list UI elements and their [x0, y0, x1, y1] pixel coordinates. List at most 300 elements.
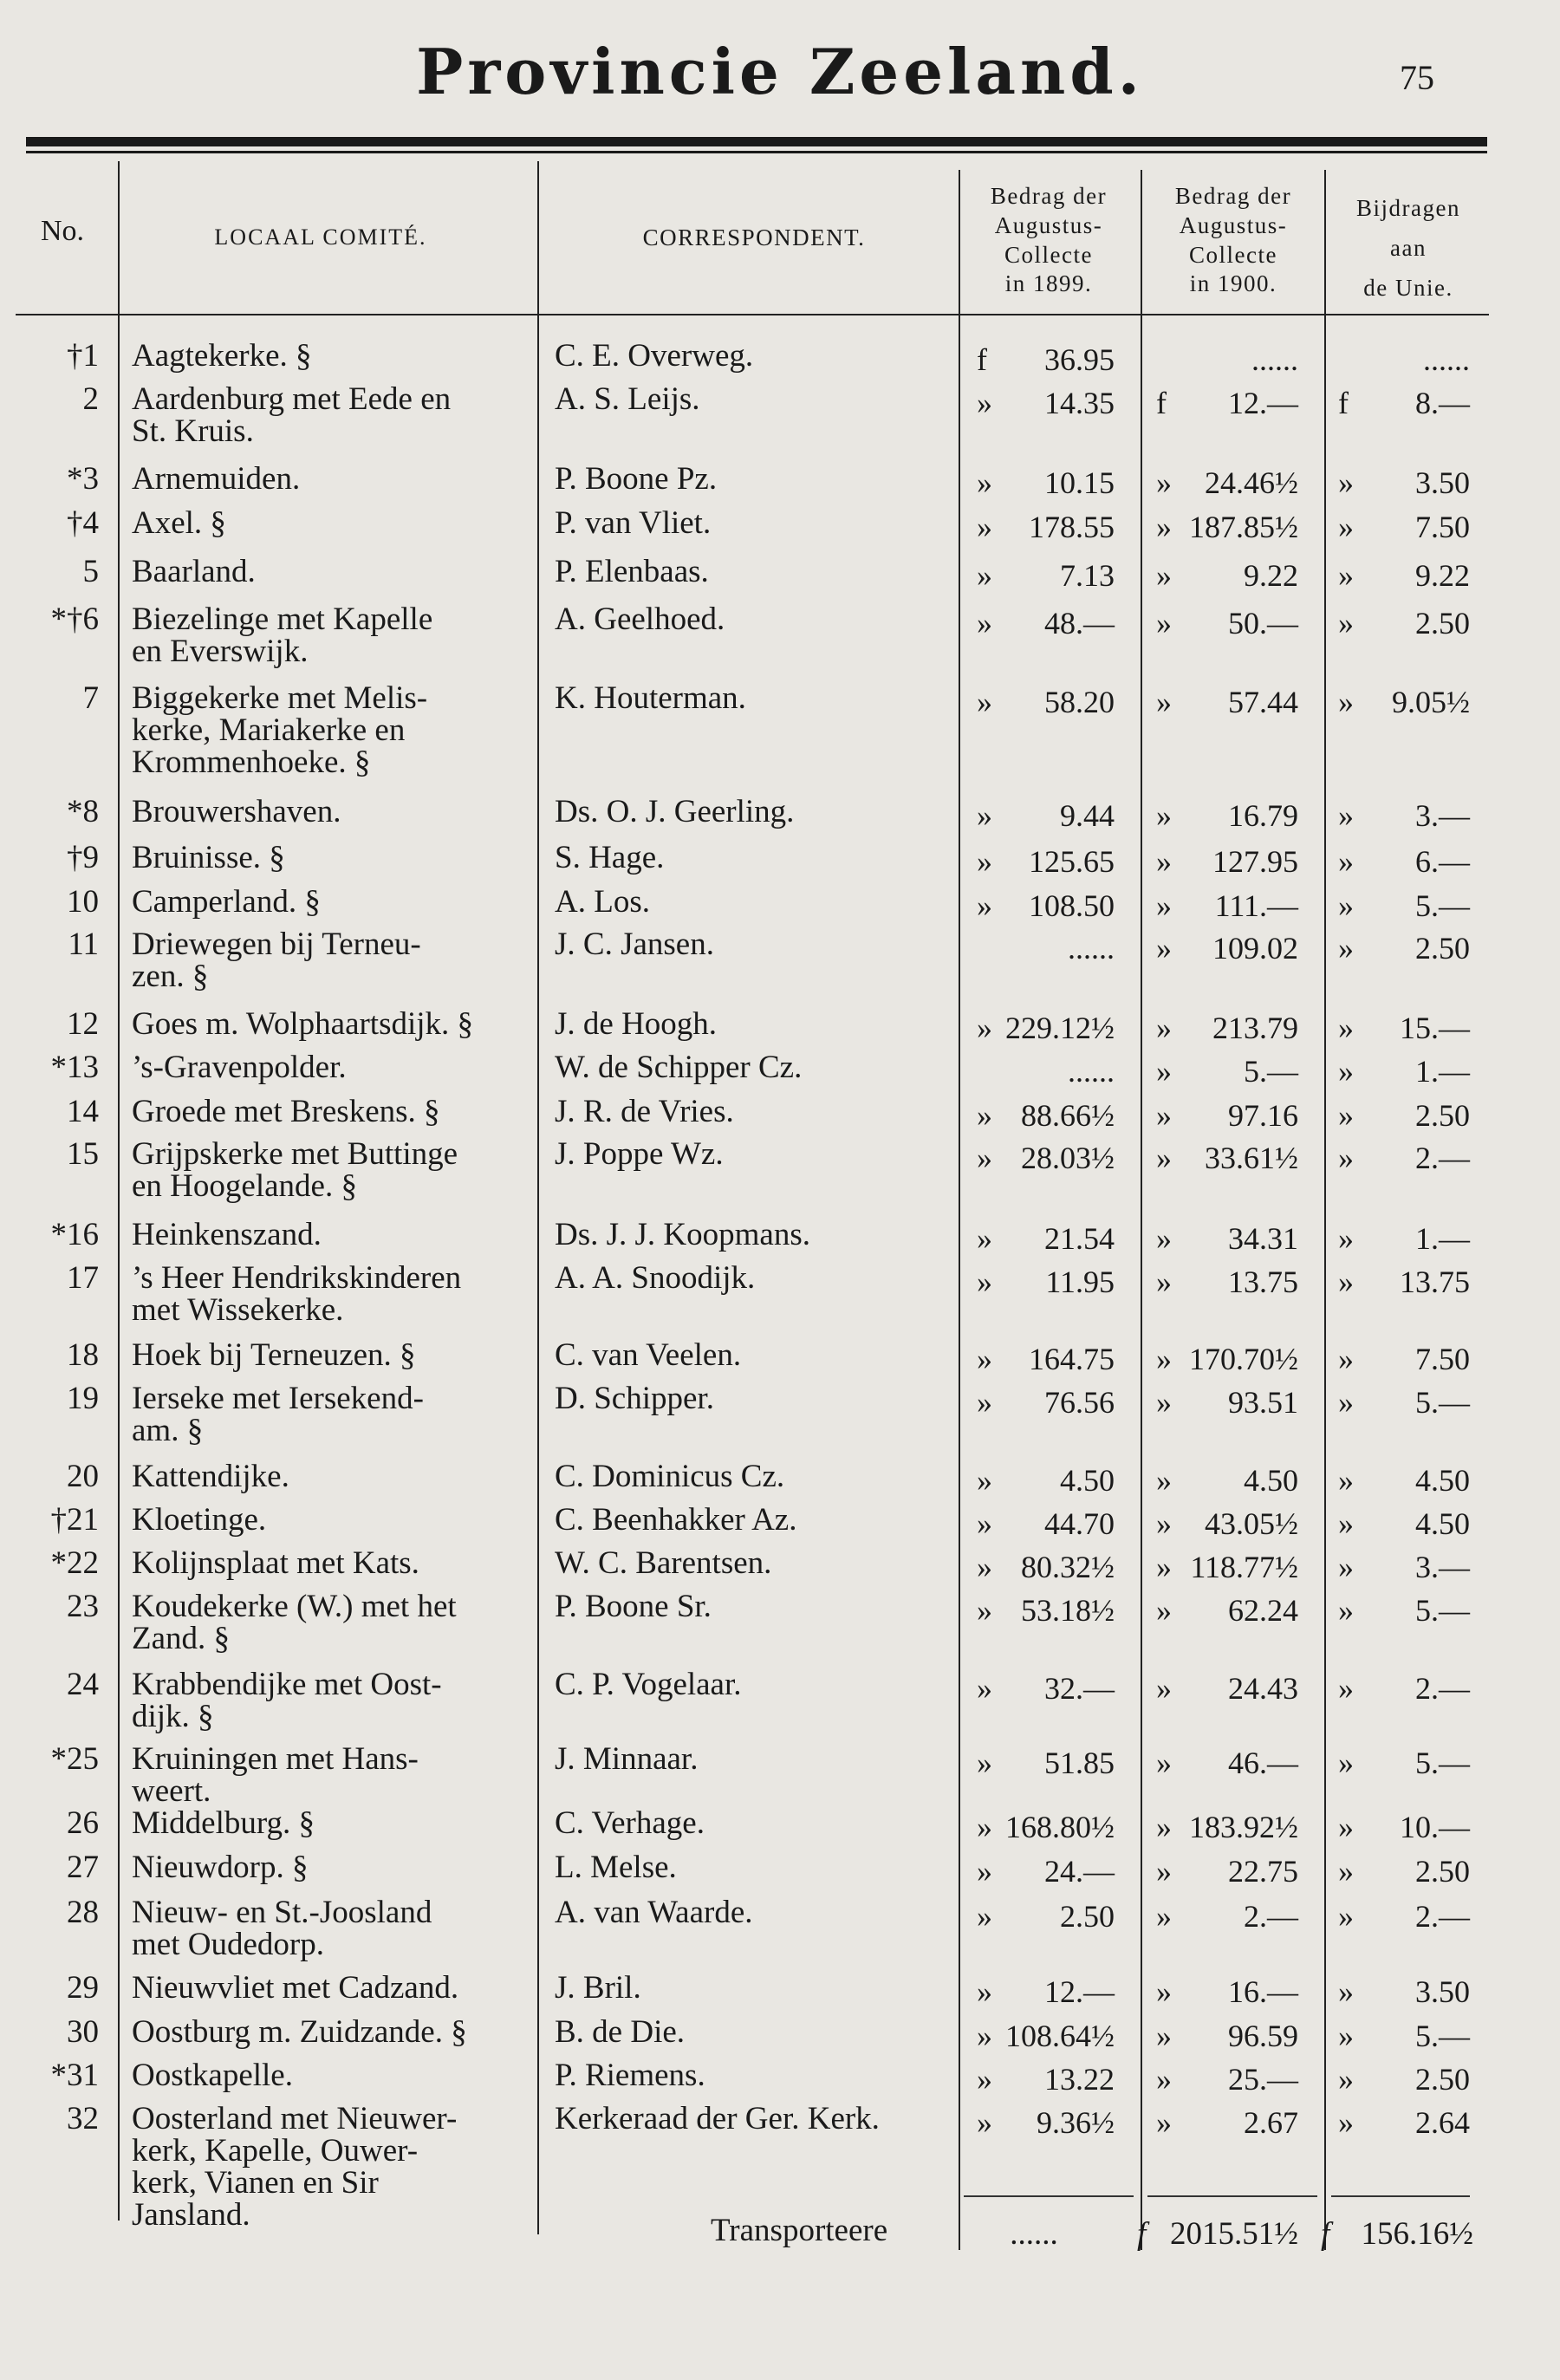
row-comite: ’s Heer Hendrikskinderen met Wissekerke.: [132, 1260, 462, 1328]
row-col2-amount: 93.51: [1228, 1385, 1298, 1420]
row-col2-amount: 50.—: [1228, 606, 1298, 641]
row-col2-amount: 187.85½: [1189, 510, 1298, 544]
row-comite: Aardenburg met Eede en St. Kruis.: [132, 381, 452, 449]
row-col1-amount: 14.35: [1044, 386, 1115, 420]
row-col3-currency: f: [1338, 386, 1349, 420]
row-col3-currency: »: [1338, 1011, 1354, 1045]
row-number: 23: [67, 1589, 99, 1624]
row-number: 32: [67, 2101, 99, 2136]
row-comite: Camperland. §: [132, 884, 321, 920]
row-correspondent: W. C. Barentsen.: [555, 1545, 772, 1581]
row-correspondent: J. C. Jansen.: [555, 927, 714, 962]
row-col2-currency: »: [1156, 931, 1172, 966]
row-col1-amount: 7.13: [1060, 558, 1115, 593]
row-col1-amount: 51.85: [1044, 1746, 1115, 1780]
row-col1-amount: ......: [1068, 931, 1115, 966]
row-number: 10: [67, 884, 99, 920]
row-col2-amount: 16.79: [1228, 798, 1298, 833]
header-comite: LOCAAL COMITÉ.: [214, 224, 427, 250]
row-correspondent: K. Houterman.: [555, 680, 746, 716]
row-number: 14: [67, 1094, 99, 1129]
row-col2-amount: 24.43: [1228, 1671, 1298, 1706]
row-correspondent: J. Minnaar.: [555, 1741, 699, 1777]
row-col2-amount: ......: [1251, 342, 1298, 377]
row-col2-currency: »: [1156, 1265, 1172, 1299]
row-col3-amount: 2.50: [1415, 1098, 1470, 1133]
row-col2-currency: »: [1156, 2062, 1172, 2097]
row-col1-amount: 48.—: [1044, 606, 1115, 641]
row-col2-amount: 12.—: [1228, 386, 1298, 420]
row-correspondent: C. E. Overweg.: [555, 338, 754, 374]
row-number: 12: [67, 1006, 99, 1042]
row-number: *25: [50, 1741, 99, 1777]
header-col2-line: Augustus-: [1179, 211, 1288, 238]
row-col2-currency: »: [1156, 1593, 1172, 1628]
row-col3-amount: 7.50: [1415, 510, 1470, 544]
row-col1-currency: »: [977, 1011, 992, 1045]
row-col1-currency: »: [977, 844, 992, 879]
row-col2-amount: 4.50: [1244, 1463, 1298, 1498]
row-col2-currency: »: [1156, 1746, 1172, 1780]
row-number: †4: [67, 505, 99, 541]
header-col1-line: Collecte: [1004, 241, 1093, 268]
row-col2-currency: »: [1156, 1506, 1172, 1541]
row-correspondent: L. Melse.: [555, 1850, 677, 1885]
row-correspondent: C. Dominicus Cz.: [555, 1459, 785, 1494]
row-col2-amount: 213.79: [1212, 1011, 1298, 1045]
row-col1-amount: 108.50: [1029, 888, 1115, 923]
row-comite: Biezelinge met Kapelle en Everswijk.: [132, 602, 433, 669]
row-col1-currency: »: [977, 1854, 992, 1889]
row-col3-amount: 5.—: [1415, 1593, 1470, 1628]
row-col1-currency: »: [977, 1342, 992, 1376]
row-number: †21: [50, 1502, 99, 1538]
row-col3-currency: »: [1338, 558, 1354, 593]
row-correspondent: Ds. J. J. Koopmans.: [555, 1217, 810, 1252]
row-col1-currency: »: [977, 2019, 992, 2053]
row-comite: Biggekerke met Melis- kerke, Mariakerke en Krommenhoeke. §: [132, 680, 428, 780]
row-col1-amount: 9.36½: [1037, 2105, 1115, 2140]
row-col1-amount: 168.80½: [1005, 1810, 1115, 1844]
row-col2-currency: »: [1156, 1098, 1172, 1133]
row-number: †9: [67, 840, 99, 875]
row-col2-currency: »: [1156, 2019, 1172, 2053]
row-col2-currency: »: [1156, 888, 1172, 923]
row-col1-amount: 58.20: [1044, 685, 1115, 719]
row-comite: Heinkenszand.: [132, 1217, 322, 1252]
row-col2-amount: 16.—: [1228, 1974, 1298, 2009]
sum-rule: [1331, 2195, 1470, 2197]
row-col3-currency: »: [1338, 1671, 1354, 1706]
row-col2-amount: 34.31: [1228, 1221, 1298, 1256]
row-col1-currency: »: [977, 1221, 992, 1256]
row-col3-amount: 5.—: [1415, 888, 1470, 923]
row-col1-currency: »: [977, 2062, 992, 2097]
row-col3-currency: »: [1338, 1054, 1354, 1089]
row-col3-amount: 2.50: [1415, 931, 1470, 966]
row-col3-currency: »: [1338, 931, 1354, 966]
row-col3-currency: »: [1338, 1593, 1354, 1628]
row-col2-currency: »: [1156, 1854, 1172, 1889]
row-number: 30: [67, 2014, 99, 2050]
row-col2-currency: »: [1156, 1141, 1172, 1175]
row-col1-currency: »: [977, 465, 992, 500]
row-correspondent: P. Riemens.: [555, 2058, 705, 2093]
row-correspondent: Ds. O. J. Geerling.: [555, 794, 795, 829]
row-comite: Kruiningen met Hans- weert.: [132, 1741, 419, 1809]
row-col3-currency: »: [1338, 1746, 1354, 1780]
row-col2-amount: 22.75: [1228, 1854, 1298, 1889]
row-col1-amount: 32.—: [1044, 1671, 1115, 1706]
row-number: *16: [50, 1217, 99, 1252]
row-comite: Kolijnsplaat met Kats.: [132, 1545, 419, 1581]
header-col3-line: aan: [1390, 234, 1427, 261]
row-col1-amount: 80.32½: [1021, 1550, 1115, 1584]
row-number: 7: [82, 680, 99, 716]
row-col1-currency: »: [977, 1593, 992, 1628]
row-col2-amount: 183.92½: [1189, 1810, 1298, 1844]
row-col3-amount: 3.—: [1415, 1550, 1470, 1584]
header-col1-line: Augustus-: [994, 211, 1103, 238]
transport-col3-total: 156.16½: [1361, 2216, 1473, 2252]
row-col2-currency: »: [1156, 798, 1172, 833]
row-number: 17: [67, 1260, 99, 1296]
row-col1-currency: »: [977, 1974, 992, 2009]
row-col3-currency: »: [1338, 510, 1354, 544]
row-col2-currency: »: [1156, 2105, 1172, 2140]
row-col3-currency: »: [1338, 606, 1354, 641]
header-col1-line: in 1899.: [1004, 270, 1093, 297]
row-comite: Oostburg m. Zuidzande. §: [132, 2014, 467, 2050]
row-col1-currency: »: [977, 1385, 992, 1420]
row-correspondent: A. Los.: [555, 884, 650, 920]
row-col3-amount: 3.50: [1415, 465, 1470, 500]
row-col3-currency: »: [1338, 1899, 1354, 1934]
row-comite: Krabbendijke met Oost- dijk. §: [132, 1667, 442, 1734]
row-comite: Arnemuiden.: [132, 461, 301, 497]
row-comite: Oosterland met Nieuwer- kerk, Kapelle, Ouwer- kerk, Vianen en Sir Jansland.: [132, 2101, 458, 2233]
row-col1-currency: »: [977, 1810, 992, 1844]
row-col1-currency: »: [977, 1141, 992, 1175]
row-col3-currency: »: [1338, 1506, 1354, 1541]
row-col2-amount: 13.75: [1228, 1265, 1298, 1299]
row-correspondent: C. Verhage.: [555, 1805, 705, 1841]
row-col1-currency: »: [977, 1463, 992, 1498]
row-comite: Bruinisse. §: [132, 840, 285, 875]
row-col3-amount: 7.50: [1415, 1342, 1470, 1376]
row-col3-currency: »: [1338, 2105, 1354, 2140]
row-correspondent: A. Geelhoed.: [555, 602, 725, 637]
row-comite: Oostkapelle.: [132, 2058, 293, 2093]
row-col3-currency: »: [1338, 1463, 1354, 1498]
row-correspondent: J. Bril.: [555, 1970, 641, 2006]
row-col2-amount: 43.05½: [1205, 1506, 1298, 1541]
row-col1-currency: »: [977, 1098, 992, 1133]
row-col2-amount: 33.61½: [1205, 1141, 1298, 1175]
row-col1-amount: ......: [1068, 1054, 1115, 1089]
row-col3-amount: 2.50: [1415, 2062, 1470, 2097]
row-col3-currency: »: [1338, 685, 1354, 719]
row-comite: Baarland.: [132, 554, 256, 589]
row-col3-amount: 10.—: [1400, 1810, 1470, 1844]
page-number: 75: [1400, 58, 1434, 97]
row-col2-amount: 2.—: [1244, 1899, 1298, 1934]
row-col3-amount: ......: [1423, 342, 1470, 377]
row-col2-currency: »: [1156, 685, 1172, 719]
row-col2-currency: »: [1156, 1899, 1172, 1934]
row-col1-amount: 10.15: [1044, 465, 1115, 500]
row-comite: Groede met Breskens. §: [132, 1094, 440, 1129]
row-number: 2: [82, 381, 99, 417]
row-correspondent: A. van Waarde.: [555, 1895, 753, 1930]
row-comite: Middelburg. §: [132, 1805, 315, 1841]
row-col1-currency: »: [977, 1265, 992, 1299]
row-col1-currency: »: [977, 510, 992, 544]
row-col3-amount: 3.50: [1415, 1974, 1470, 2009]
row-col2-amount: 46.—: [1228, 1746, 1298, 1780]
row-col1-amount: 125.65: [1029, 844, 1115, 879]
row-comite: Goes m. Wolphaartsdijk. §: [132, 1006, 474, 1042]
row-comite: Nieuw- en St.-Joosland met Oudedorp.: [132, 1895, 432, 1962]
row-col2-currency: »: [1156, 1550, 1172, 1584]
row-col1-currency: »: [977, 888, 992, 923]
row-col3-currency: »: [1338, 798, 1354, 833]
row-col3-currency: »: [1338, 1141, 1354, 1175]
row-col3-amount: 2.—: [1415, 1899, 1470, 1934]
row-number: 27: [67, 1850, 99, 1885]
row-col1-amount: 12.—: [1044, 1974, 1115, 2009]
row-col3-amount: 2.64: [1415, 2105, 1470, 2140]
row-comite: Grijpskerke met Buttinge en Hoogelande. §: [132, 1136, 458, 1204]
transport-col3-currency: f: [1321, 2216, 1330, 2252]
row-col1-currency: »: [977, 2105, 992, 2140]
row-col1-amount: 36.95: [1044, 342, 1115, 377]
row-number: 26: [67, 1805, 99, 1841]
row-col3-amount: 5.—: [1415, 1746, 1470, 1780]
header-col2-line: Collecte: [1189, 241, 1277, 268]
row-col3-currency: »: [1338, 1974, 1354, 2009]
row-col3-currency: »: [1338, 2062, 1354, 2097]
row-col2-currency: »: [1156, 558, 1172, 593]
row-col3-currency: »: [1338, 888, 1354, 923]
row-col3-amount: 4.50: [1415, 1463, 1470, 1498]
row-col1-currency: »: [977, 1899, 992, 1934]
row-col3-amount: 5.—: [1415, 2019, 1470, 2053]
header-col3-line: de Unie.: [1363, 274, 1453, 301]
row-col1-currency: f: [977, 342, 987, 377]
row-comite: Nieuwvliet met Cadzand.: [132, 1970, 459, 2006]
row-col3-amount: 1.—: [1415, 1221, 1470, 1256]
row-col1-amount: 164.75: [1029, 1342, 1115, 1376]
row-col1-amount: 44.70: [1044, 1506, 1115, 1541]
row-col3-amount: 1.—: [1415, 1054, 1470, 1089]
row-col1-currency: »: [977, 1550, 992, 1584]
row-col3-currency: »: [1338, 1550, 1354, 1584]
page-title: Provincie Zeeland.: [416, 35, 1144, 108]
row-number: *13: [50, 1050, 99, 1085]
row-col3-amount: 2.50: [1415, 1854, 1470, 1889]
sum-rule: [1147, 2195, 1317, 2197]
row-number: *3: [67, 461, 99, 497]
row-number: 15: [67, 1136, 99, 1172]
row-comite: Axel. §: [132, 505, 226, 541]
row-correspondent: P. Boone Sr.: [555, 1589, 712, 1624]
header-col2-line: Bedrag der: [1174, 183, 1292, 209]
row-number: *8: [67, 794, 99, 829]
row-col1-currency: »: [977, 1671, 992, 1706]
row-col1-amount: 21.54: [1044, 1221, 1115, 1256]
row-col2-amount: 25.—: [1228, 2062, 1298, 2097]
row-col2-amount: 96.59: [1228, 2019, 1298, 2053]
row-comite: Kattendijke.: [132, 1459, 289, 1494]
row-comite: Aagtekerke. §: [132, 338, 312, 374]
row-col2-amount: 2.67: [1244, 2105, 1298, 2140]
row-correspondent: P. Boone Pz.: [555, 461, 718, 497]
row-correspondent: J. de Hoogh.: [555, 1006, 718, 1042]
row-number: 20: [67, 1459, 99, 1494]
header-no: No.: [40, 215, 85, 247]
row-col2-currency: »: [1156, 1221, 1172, 1256]
row-col2-amount: 97.16: [1228, 1098, 1298, 1133]
row-col2-currency: »: [1156, 1671, 1172, 1706]
row-col2-currency: »: [1156, 465, 1172, 500]
row-correspondent: C. P. Vogelaar.: [555, 1667, 742, 1702]
row-col2-amount: 109.02: [1212, 931, 1298, 966]
row-comite: Brouwershaven.: [132, 794, 341, 829]
row-col2-amount: 9.22: [1244, 558, 1298, 593]
row-col3-currency: »: [1338, 1342, 1354, 1376]
row-col3-amount: 13.75: [1400, 1265, 1470, 1299]
row-correspondent: P. Elenbaas.: [555, 554, 709, 589]
row-col1-currency: »: [977, 1506, 992, 1541]
row-number: 19: [67, 1381, 99, 1416]
transport-label: Transporteere: [711, 2213, 888, 2248]
row-col2-amount: 118.77½: [1190, 1550, 1298, 1584]
row-col1-amount: 28.03½: [1021, 1141, 1115, 1175]
row-comite: ’s-Gravenpolder.: [132, 1050, 347, 1085]
row-correspondent: Kerkeraad der Ger. Kerk.: [555, 2101, 880, 2136]
row-number: *22: [50, 1545, 99, 1581]
transport-col1: ......: [1010, 2216, 1058, 2252]
row-col1-amount: 2.50: [1060, 1899, 1115, 1934]
row-number: 28: [67, 1895, 99, 1930]
row-correspondent: J. Poppe Wz.: [555, 1136, 724, 1172]
header-correspondent: CORRESPONDENT.: [642, 224, 866, 250]
row-number: †1: [67, 338, 99, 374]
sum-rule: [964, 2195, 1134, 2197]
row-col3-amount: 2.50: [1415, 606, 1470, 641]
row-col2-amount: 170.70½: [1189, 1342, 1298, 1376]
row-number: *31: [50, 2058, 99, 2093]
row-col1-amount: 9.44: [1060, 798, 1115, 833]
row-col1-amount: 11.95: [1045, 1265, 1115, 1299]
row-col2-currency: »: [1156, 1810, 1172, 1844]
row-col2-amount: 62.24: [1228, 1593, 1298, 1628]
row-col1-currency: »: [977, 685, 992, 719]
row-correspondent: P. van Vliet.: [555, 505, 712, 541]
row-col3-amount: 6.—: [1415, 844, 1470, 879]
row-correspondent: D. Schipper.: [555, 1381, 714, 1416]
row-comite: Driewegen bij Terneu- zen. §: [132, 927, 421, 994]
row-correspondent: A. A. Snoodijk.: [555, 1260, 756, 1296]
row-correspondent: J. R. de Vries.: [555, 1094, 734, 1129]
header-col2-line: in 1900.: [1189, 270, 1277, 297]
row-number: 18: [67, 1337, 99, 1373]
row-col3-currency: »: [1338, 1810, 1354, 1844]
row-correspondent: B. de Die.: [555, 2014, 686, 2050]
row-col2-currency: »: [1156, 510, 1172, 544]
row-col1-currency: »: [977, 386, 992, 420]
row-col2-currency: »: [1156, 1385, 1172, 1420]
row-col3-currency: »: [1338, 465, 1354, 500]
row-col3-currency: »: [1338, 2019, 1354, 2053]
row-col2-amount: 127.95: [1212, 844, 1298, 879]
row-col2-currency: »: [1156, 1974, 1172, 2009]
row-col2-currency: »: [1156, 606, 1172, 641]
row-col2-amount: 57.44: [1228, 685, 1298, 719]
row-col3-amount: 2.—: [1415, 1671, 1470, 1706]
row-col3-currency: »: [1338, 844, 1354, 879]
row-col3-amount: 3.—: [1415, 798, 1470, 833]
row-number: 24: [67, 1667, 99, 1702]
row-col2-amount: 5.—: [1244, 1054, 1298, 1089]
header-col3-line: Bijdragen: [1356, 195, 1460, 221]
row-col2-currency: »: [1156, 1342, 1172, 1376]
row-col3-currency: »: [1338, 1265, 1354, 1299]
row-col3-amount: 4.50: [1415, 1506, 1470, 1541]
row-col2-amount: 111.—: [1214, 888, 1298, 923]
row-col2-currency: »: [1156, 1054, 1172, 1089]
row-col2-currency: »: [1156, 1011, 1172, 1045]
row-col1-amount: 76.56: [1044, 1385, 1115, 1420]
row-col1-currency: »: [977, 558, 992, 593]
row-comite: Kloetinge.: [132, 1502, 267, 1538]
header-col1-line: Bedrag der: [990, 183, 1108, 209]
row-col2-currency: »: [1156, 1463, 1172, 1498]
transport-col2-total: 2015.51½: [1170, 2216, 1298, 2252]
row-col3-currency: »: [1338, 1385, 1354, 1420]
row-correspondent: A. S. Leijs.: [555, 381, 700, 417]
row-correspondent: C. van Veelen.: [555, 1337, 742, 1373]
row-comite: Ierseke met Iersekend- am. §: [132, 1381, 424, 1448]
row-col1-amount: 4.50: [1060, 1463, 1115, 1498]
row-col3-currency: »: [1338, 1098, 1354, 1133]
row-correspondent: W. de Schipper Cz.: [555, 1050, 803, 1085]
row-col3-amount: 8.—: [1415, 386, 1470, 420]
row-col1-amount: 178.55: [1029, 510, 1115, 544]
row-correspondent: C. Beenhakker Az.: [555, 1502, 797, 1538]
row-col1-amount: 13.22: [1044, 2062, 1115, 2097]
row-col1-currency: »: [977, 1746, 992, 1780]
row-col1-currency: »: [977, 606, 992, 641]
row-comite: Koudekerke (W.) met het Zand. §: [132, 1589, 457, 1656]
row-number: 29: [67, 1970, 99, 2006]
row-col3-amount: 2.—: [1415, 1141, 1470, 1175]
row-number: 11: [68, 927, 99, 962]
row-col3-currency: »: [1338, 1854, 1354, 1889]
transport-col2-currency: f: [1137, 2216, 1147, 2252]
row-col3-amount: 15.—: [1400, 1011, 1470, 1045]
row-col3-amount: 5.—: [1415, 1385, 1470, 1420]
row-number: *†6: [50, 602, 99, 637]
row-col1-currency: »: [977, 798, 992, 833]
row-col1-amount: 53.18½: [1021, 1593, 1115, 1628]
row-col1-amount: 229.12½: [1005, 1011, 1115, 1045]
row-col3-currency: »: [1338, 1221, 1354, 1256]
row-col3-amount: 9.22: [1415, 558, 1470, 593]
row-col2-currency: f: [1156, 386, 1167, 420]
row-col1-amount: 108.64½: [1005, 2019, 1115, 2053]
